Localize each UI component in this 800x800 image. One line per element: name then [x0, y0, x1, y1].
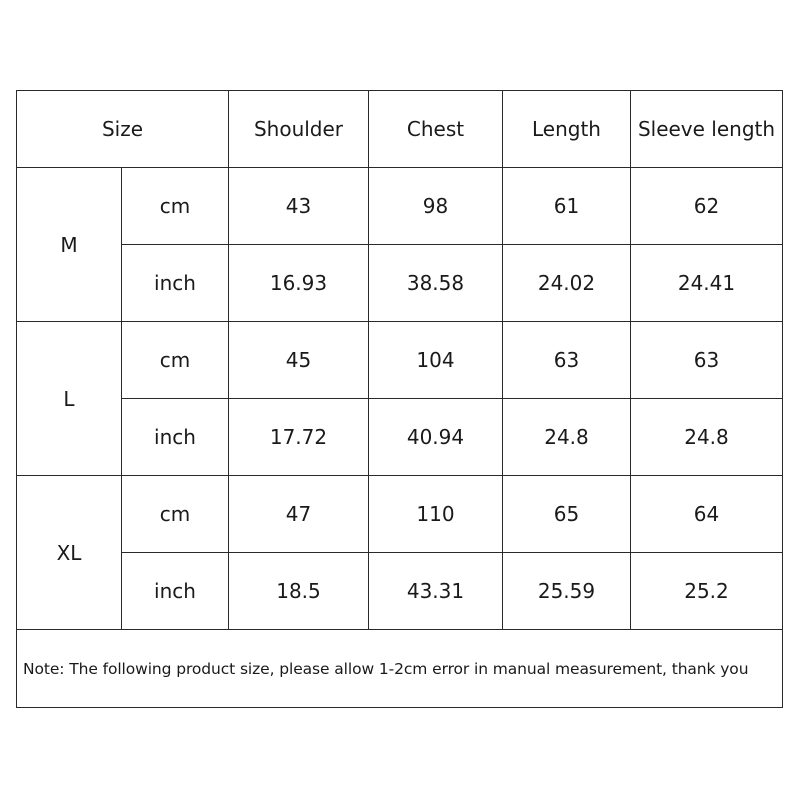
unit-cell: cm [122, 476, 229, 553]
shoulder-value: 43 [229, 168, 369, 245]
unit-cell: inch [122, 399, 229, 476]
shoulder-value: 16.93 [229, 245, 369, 322]
unit-cell: cm [122, 322, 229, 399]
shoulder-value: 17.72 [229, 399, 369, 476]
length-value: 24.02 [503, 245, 631, 322]
sleeve-value: 24.8 [631, 399, 783, 476]
unit-cell: inch [122, 553, 229, 630]
length-value: 63 [503, 322, 631, 399]
shoulder-value: 45 [229, 322, 369, 399]
size-label-l: L [17, 322, 122, 476]
unit-cell: cm [122, 168, 229, 245]
sleeve-value: 25.2 [631, 553, 783, 630]
size-label-xl: XL [17, 476, 122, 630]
measurement-note: Note: The following product size, please allow 1-2cm error in manual measurement, thank you [17, 630, 783, 708]
table-row [17, 168, 783, 245]
header-chest: Chest [369, 91, 503, 168]
length-value: 25.59 [503, 553, 631, 630]
shoulder-value: 47 [229, 476, 369, 553]
header-shoulder: Shoulder [229, 91, 369, 168]
shoulder-value: 18.5 [229, 553, 369, 630]
size-chart-table [16, 90, 783, 708]
chest-value: 110 [369, 476, 503, 553]
table-row [17, 476, 783, 553]
header-row [17, 91, 783, 168]
length-value: 65 [503, 476, 631, 553]
sleeve-value: 64 [631, 476, 783, 553]
table-row [17, 322, 783, 399]
unit-cell: inch [122, 245, 229, 322]
chest-value: 38.58 [369, 245, 503, 322]
length-value: 24.8 [503, 399, 631, 476]
header-length: Length [503, 91, 631, 168]
length-value: 61 [503, 168, 631, 245]
table-row [17, 399, 783, 476]
chest-value: 98 [369, 168, 503, 245]
header-sleeve-length: Sleeve length [631, 91, 783, 168]
sleeve-value: 24.41 [631, 245, 783, 322]
chest-value: 40.94 [369, 399, 503, 476]
sleeve-value: 63 [631, 322, 783, 399]
chest-value: 43.31 [369, 553, 503, 630]
size-label-m: M [17, 168, 122, 322]
sleeve-value: 62 [631, 168, 783, 245]
table-row [17, 245, 783, 322]
table-row [17, 553, 783, 630]
header-size: Size [17, 91, 229, 168]
note-row [17, 630, 783, 708]
chest-value: 104 [369, 322, 503, 399]
